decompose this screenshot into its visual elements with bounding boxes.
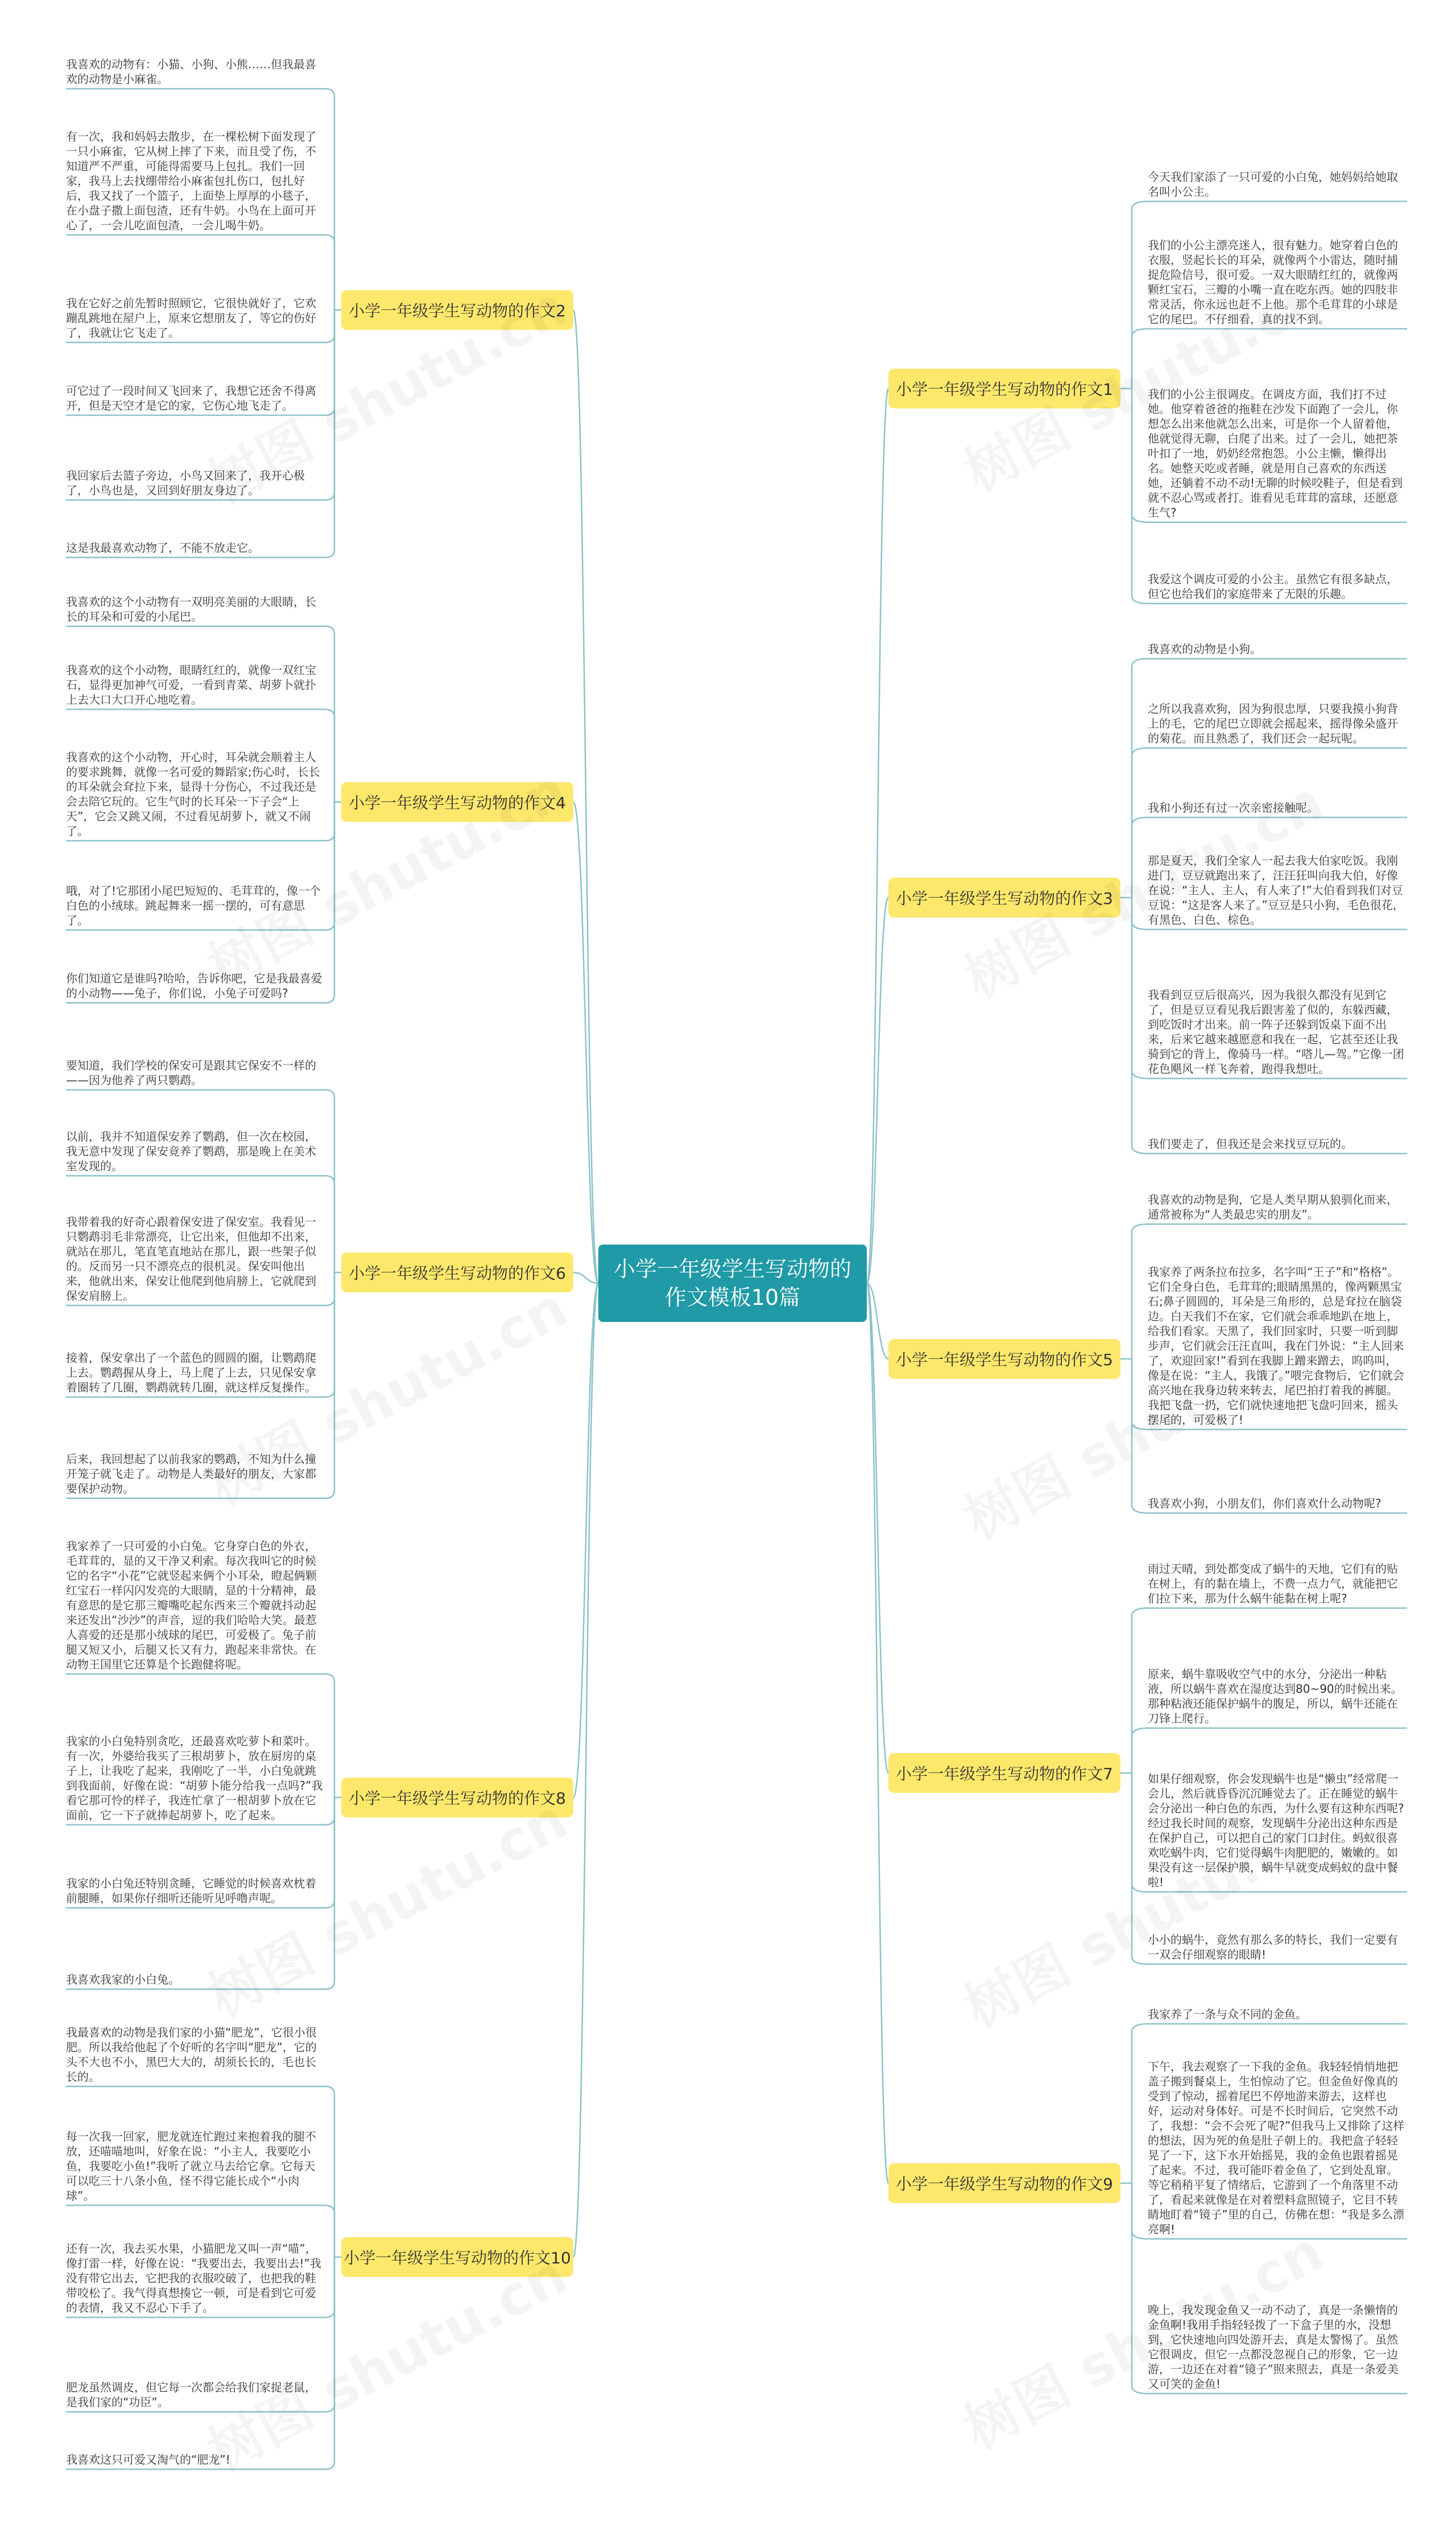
connector-line bbox=[1132, 898, 1148, 929]
connector-line bbox=[1132, 389, 1148, 604]
leaf-text: 要知道，我们学校的保安可是跟其它保安不一样的——因为他养了两只鹦鹉。 bbox=[66, 1059, 316, 1087]
branch-topic-7[interactable]: 小学一年级学生写动物的作文7 bbox=[888, 1753, 1120, 1793]
leaf-text: 我喜欢这只可爱又淘气的“肥龙”! bbox=[66, 2453, 230, 2466]
connector-line bbox=[325, 235, 334, 310]
connector-line bbox=[325, 802, 334, 930]
leaf-text: 我回家后去篮子旁边，小鸟又回来了，我开心极了，小鸟也是，又回到好朋友身边了。 bbox=[66, 469, 305, 497]
leaf-text: 之所以我喜欢狗，因为狗很忠厚，只要我摸小狗背上的毛，它的尾巴立即就会摇起来，摇得像朵盛开的菊花。而且熟悉了，我们还会一起玩呢。 bbox=[1148, 702, 1398, 745]
connector-line bbox=[325, 2257, 334, 2469]
leaf-text: 我在它好之前先暂时照顾它，它很快就好了，它欢蹦乱跳地在屋户上，原来它想朋友了，等它的伤好了，我就让它飞走了。 bbox=[66, 296, 316, 340]
connector-line bbox=[573, 310, 598, 1283]
connector-line bbox=[1132, 389, 1148, 522]
connector-line bbox=[1132, 1359, 1148, 1513]
leaf-text: 我看到豆豆后很高兴，因为我很久都没有见到它了，但是豆豆看见我后跟害羞了似的，东躲西藏，到吃饭时才出来。前一阵子还躲到饭桌下面不出来，后来它越来越愿意和我在一起，它甚至还让我骑到它的背上，像骑马一样。“嗒儿—驾。”它像一团花色飓风一样飞奔着，跑得我想吐。 bbox=[1148, 988, 1404, 1076]
connector-line bbox=[1132, 1608, 1148, 1773]
leaf-text: 我和小狗还有过一次亲密接触呢。 bbox=[1148, 801, 1318, 815]
leaf-text: 我家养了两条拉布拉多，名字叫“王子”和“格格”。它们全身白色，毛茸茸的;眼睛黑黑的，像两颗黑宝石;鼻子圆圆的，耳朵是三角形的，总是耷拉在脑袋边。白天我们不在家，它们就会乖乖地趴在地上，给我们看家。天黑了，我们回家时，只要一听到脚步声，它们就会汪汪直叫，我在门外说：“主人回来了，欢迎回家!”看到在我脚上蹭来蹭去，呜呜叫，像是在说：“主人，我饿了。”喂完食物后，它们就会高兴地在我身边转来转去，尾巴拍打着我的裤腿。我把飞盘一扔，它们就快速地把飞盘叼回来，摇头摆尾的，可爱极了! bbox=[1148, 1265, 1404, 1427]
leaf-text: 我喜欢我家的小白兔。 bbox=[66, 1973, 180, 1986]
branch-topic-9[interactable]: 小学一年级学生写动物的作文9 bbox=[888, 2163, 1120, 2203]
connector-line bbox=[1132, 1773, 1148, 1892]
leaf-text: 我爱这个调皮可爱的小公主。虽然它有很多缺点，但它也给我们的家庭带来了无限的乐趣。 bbox=[1148, 572, 1398, 601]
connector-line bbox=[325, 1797, 334, 1825]
connector-line bbox=[325, 310, 334, 342]
leaf-text: 接着，保安拿出了一个蓝色的圆圆的圈，让鹦鹉爬上去。鹦鹉握从身上，马上爬了上去，只见保安拿着圈转了几圈，鹦鹉就转几圈，就这样反复操作。 bbox=[66, 1351, 316, 1394]
connector-line bbox=[325, 310, 334, 557]
leaf-text: 每一次我一回家，肥龙就连忙跑过来抱着我的腿不放，还喵喵地叫，好象在说：“小主人，我要吃小鱼，我要吃小鱼!”我听了就立马去给它拿。它每天可以吃三十八条小鱼，怪不得它能长成个“小肉球”。 bbox=[66, 2130, 316, 2202]
connector-line bbox=[573, 802, 598, 1283]
leaf-text: 我喜欢的这个小动物，开心时，耳朵就会顺着主人的要求跳舞，就像一名可爱的舞蹈家;伤心时，长长的耳朵就会耷拉下来，显得十分伤心，不过我还是会去陪它玩的。它生气时的长耳朵一下子会“上天”，它会又跳又闹，不过看见胡萝卜，就又不闹了。 bbox=[66, 750, 320, 838]
leaf-text: 我喜欢的动物是狗，它是人类早期从狼驯化而来，通常被称为“人类最忠实的朋友”。 bbox=[1148, 1193, 1398, 1221]
leaf-text: 如果仔细观察，你会发现蜗牛也是“懒虫”经常爬一会儿，然后就昏昏沉沉睡觉去了。正在睡觉的蜗牛会分泌出一种白色的东西，为什么要有这种东西呢?经过我长时间的观察，发现蜗牛分泌出这种东西是在保护自己，可以把自己的家门口封住。蚂蚁很喜欢吃蜗牛肉，它们觉得蜗牛肉肥肥的，嫩嫩的。如果没有这一层保护膜，蜗牛早就变成蚂蚁的盘中餐啦! bbox=[1148, 1772, 1404, 1889]
connector-line bbox=[325, 1797, 334, 1989]
leaf-text: 我带着我的好奇心跟着保安进了保安室。我看见一只鹦鹉羽毛非常漂亮，让它出来，但他却不出来，就站在那儿，笔直笔直地站在那儿，跟一些架子似的。反而另一只不漂亮点的很机灵。保安叫他出来，他就出来，保安让他爬到他肩膀上，它就爬到保安肩膀上。 bbox=[66, 1215, 316, 1303]
leaf-text: 小小的蜗牛，竟然有那么多的特长，我们一定要有一双会仔细观察的眼睛! bbox=[1148, 1933, 1398, 1961]
connector-line bbox=[1132, 748, 1148, 898]
leaf-text: 后来，我回想起了以前我家的鹦鹉，不知为什么撞开笼子就飞走了。动物是人类最好的朋友，大家都要保护动物。 bbox=[66, 1452, 316, 1495]
branch-topic-5[interactable]: 小学一年级学生写动物的作文5 bbox=[888, 1339, 1120, 1379]
central-topic[interactable]: 小学一年级学生写动物的作文模板10篇 bbox=[598, 1245, 867, 1322]
connector-line bbox=[325, 310, 334, 415]
leaf-text: 有一次，我和妈妈去散步，在一棵松树下面发现了一只小麻雀，它从树上摔了下来，而且受了伤，不知道严不严重，可能得需要马上包扎。我们一回家，我马上去找绷带给小麻雀包扎伤口，包扎好后，我又找了一个篮子，上面垫上厚厚的小毯子，在小盘子撒上面包渣，还有牛奶。小鸟在上面可开心了，一会儿吃面包渣，一会儿喝牛奶。 bbox=[66, 130, 316, 232]
leaf-text: 这是我最喜欢动物了，不能不放走它。 bbox=[66, 541, 259, 555]
connector-line bbox=[325, 1272, 334, 1397]
connector-line bbox=[325, 802, 334, 1003]
leaf-text: 我家的小白兔特别贪吃，还最喜欢吃萝卜和菜叶。有一次，外婆给我买了三根胡萝卜，放在厨房的桌子上，让我吃了起来，我刚吃了一半，小白兔就跳到我面前，好像在说：“胡萝卜能分给我一点吗?”我看它那可怜的样子，我连忙拿了一根胡萝卜放在它面前，它一下子就捧起胡萝卜，吃了起来。 bbox=[66, 1734, 323, 1822]
connector-line bbox=[325, 2205, 334, 2257]
leaf-text: 可它过了一段时间又飞回来了，我想它还舍不得离开，但是天空才是它的家，它伤心地飞走了。 bbox=[66, 384, 316, 412]
connector-line bbox=[325, 2086, 334, 2257]
leaf-text: 还有一次，我去买水果，小猫肥龙又叫一声“喵”，像打雷一样，好像在说：“我要出去，我要出去!”我没有带它出去，它把我的衣服咬破了，也把我的鞋带咬松了。我气得真想揍它一顿，可是看到它可爱的表情，我又不忍心下手了。 bbox=[66, 2242, 321, 2315]
connector-line bbox=[325, 626, 334, 802]
connector-line bbox=[1132, 201, 1148, 389]
leaf-text: 哦，对了!它那团小尾巴短短的、毛茸茸的，像一个白色的小绒球。跳起舞来一摇一摆的，可有意思了。 bbox=[66, 884, 321, 927]
leaf-text: 以前，我并不知道保安养了鹦鹉，但一次在校园，我无意中发现了保安竟养了鹦鹉，那是晚上在美术室发现的。 bbox=[66, 1130, 316, 1173]
branch-topic-1[interactable]: 小学一年级学生写动物的作文1 bbox=[888, 369, 1120, 408]
leaf-text: 我喜欢的这个小动物有一双明亮美丽的大眼睛，长长的耳朵和可爱的小尾巴。 bbox=[66, 595, 316, 623]
connector-line bbox=[325, 709, 334, 802]
leaf-text: 我喜欢的动物有：小猫、小狗、小熊……但我最喜欢的动物是小麻雀。 bbox=[66, 57, 316, 86]
connector-line bbox=[325, 2257, 334, 2412]
branch-topic-4[interactable]: 小学一年级学生写动物的作文4 bbox=[341, 782, 573, 822]
leaf-text: 我喜欢小狗，小朋友们，你们喜欢什么动物呢? bbox=[1148, 1497, 1381, 1510]
connector-line bbox=[325, 89, 334, 310]
leaf-text: 晚上，我发现金鱼又一动不动了，真是一条懒惰的金鱼啊!我用手指轻轻拨了一下盒子里的水，没想到，它快速地向四处游开去，真是太警惕了。虽然它很调皮，但它一点都没忽视自己的形象，它一边游，一边还在对着“镜子”照来照去，真是一条爱美又可笑的金鱼! bbox=[1148, 2303, 1399, 2391]
connector-line bbox=[325, 1797, 334, 1908]
connector-line bbox=[325, 2257, 334, 2317]
connector-line bbox=[1132, 1728, 1148, 1773]
connector-line bbox=[1132, 898, 1148, 1154]
leaf-text: 我家养了一条与众不同的金鱼。 bbox=[1148, 2007, 1307, 2021]
leaf-text: 原来，蜗牛靠吸收空气中的水分，分泌出一种粘液，所以蜗牛喜欢在湿度达到80~90的时候出来。那种粘液还能保护蜗牛的腹足，所以，蜗牛还能在刀锋上爬行。 bbox=[1148, 1667, 1403, 1725]
branch-topic-2[interactable]: 小学一年级学生写动物的作文2 bbox=[341, 290, 573, 330]
connector-line bbox=[1132, 1224, 1148, 1359]
connector-line bbox=[867, 898, 888, 1283]
leaf-text: 我们的小公主漂亮迷人，很有魅力。她穿着白色的衣服，竖起长长的耳朵，就像两个小雷达，随时捕捉危险信号，很可爱。一双大眼睛红红的，就像两颗红宝石，三瓣的小嘴一直在吃东西。她的四肢非常灵活，你永远也赶不上他。那个毛茸茸的小球是它的尾巴。不仔细看，真的找不到。 bbox=[1148, 238, 1398, 326]
leaf-text: 你们知道它是谁吗?哈哈，告诉你吧，它是我最喜爱的小动物——兔子，你们说，小兔子可爱吗? bbox=[66, 972, 322, 1000]
connector-line bbox=[1132, 1359, 1148, 1429]
leaf-text: 我最喜欢的动物是我们家的小猫“肥龙”，它很小很肥。所以我给他起了个好听的名字叫“肥龙”，它的头不大也不小，黑巴大大的，胡须长长的，毛也长长的。 bbox=[66, 2026, 317, 2084]
connector-line bbox=[325, 1674, 334, 1797]
connector-line bbox=[1132, 329, 1148, 389]
leaf-text: 我喜欢的这个小动物，眼睛红红的，就像一双红宝石，显得更加神气可爱，一看到青菜、胡萝卜就扑上去大口大口开心地吃着。 bbox=[66, 663, 316, 706]
connector-line bbox=[1132, 898, 1148, 1078]
connector-line bbox=[867, 1283, 888, 2183]
connector-line bbox=[1132, 2183, 1148, 2394]
leaf-text: 我们的小公主很调皮。在调皮方面，我们打不过她。他穿着爸爸的拖鞋在沙发下面跑了一会儿，你想怎么出来他就怎么出来，可是你一个人留着他，他就觉得无聊，白爬了出来。过了一会儿，她把茶叶扣了一地，奶奶经常抱怨。小公主懒，懒得出名。她整天吃或者睡，就是用自己喜欢的东西送她，还躺着不动不动!无聊的时候咬鞋子，但是看到就不忍心骂或者打。谁看见毛茸茸的富球，还愿意生气? bbox=[1148, 387, 1403, 519]
branch-topic-3[interactable]: 小学一年级学生写动物的作文3 bbox=[888, 878, 1120, 918]
leaf-text: 下午，我去观察了一下我的金鱼。我轻轻悄悄地把盖子搬到餐桌上，生怕惊动了它。但金鱼好像真的受到了惊动，摇着尾巴不停地游来游去，这样也好，运动对身体好。可是不长时间后，它突然不动了，我想：“会不会死了呢?”但我马上又排除了这样的想法，因为死的鱼是肚子朝上的。我把盒子轻轻晃了一下，这下水开始摇晃，我的金鱼也跟着摇晃了起来。不过，我可能吓着金鱼了，它到处乱窜。等它稍稍平复了情绪后，它游到了一个角落里不动了，看起来就像是在对着塑料盒照镜子，它目不转睛地盯着“镜子”里的自己，仿佛在想：“我是多么漂亮啊! bbox=[1148, 2060, 1405, 2236]
leaf-text: 我喜欢的动物是小狗。 bbox=[1148, 642, 1261, 656]
leaf-text: 雨过天晴，到处都变成了蜗牛的天地，它们有的贴在树上，有的黏在墙上，不费一点力气，就能把它们拉下来，那为什么蜗牛能黏在树上呢? bbox=[1148, 1562, 1398, 1605]
connector-line bbox=[325, 1272, 334, 1498]
connector-line bbox=[1132, 2024, 1148, 2183]
leaf-text: 肥龙虽然调皮，但它每一次都会给我们家捉老鼠，是我们家的“功臣”。 bbox=[66, 2381, 316, 2409]
connector-line bbox=[325, 1176, 334, 1272]
connector-line bbox=[1132, 659, 1148, 898]
leaf-text: 今天我们家添了一只可爱的小白兔，她妈妈给她取名叫小公主。 bbox=[1148, 170, 1398, 199]
leaf-text: 那是夏天，我们全家人一起去我大伯家吃饭。我刚进门，豆豆就跑出来了，汪汪狂叫向我大伯，好像在说：“主人、主人，有人来了!”大伯看到我们对豆豆说：“这是客人来了。”豆豆是只小狗，毛色很花，有黑色、白色、棕色。 bbox=[1148, 854, 1404, 927]
connector-line bbox=[1132, 2183, 1148, 2239]
connector-line bbox=[325, 1272, 334, 1305]
leaf-text: 我们要走了，但我还是会来找豆豆玩的。 bbox=[1148, 1137, 1352, 1151]
connector-line bbox=[1132, 1773, 1148, 1964]
connector-line bbox=[325, 1090, 334, 1272]
branch-topic-6[interactable]: 小学一年级学生写动物的作文6 bbox=[341, 1253, 573, 1292]
branch-topic-8[interactable]: 小学一年级学生写动物的作文8 bbox=[341, 1778, 573, 1817]
leaf-text: 我家的小白兔还特别贪睡，它睡觉的时候喜欢枕着前腿睡，如果你仔细听还能听见呼噜声呢。 bbox=[66, 1877, 316, 1905]
connector-line bbox=[1132, 817, 1148, 898]
connector-line bbox=[573, 1272, 598, 1283]
branch-topic-10[interactable]: 小学一年级学生写动物的作文10 bbox=[341, 2237, 573, 2277]
connector-line bbox=[325, 802, 334, 841]
connector-line bbox=[867, 389, 888, 1283]
connector-line bbox=[573, 1283, 598, 2257]
leaf-text: 我家养了一只可爱的小白兔。它身穿白色的外衣，毛茸茸的，显的又干净又利索。每次我叫它的时候它的名字“小花”它就竖起来俩个小耳朵，瞪起俩颗红宝石一样闪闪发亮的大眼睛，显的十分精神，最有意思的是它那三瓣嘴吃起东西来三个瓣就抖动起来还发出“沙沙”的声音，逗的我们哈哈大笑。最惹人喜爱的还是那小绒球的尾巴，可爱极了。兔子前腿又短又小，后腿又长又有力，跑起来非常快。在动物王国里它还算是个长跑健将呢。 bbox=[66, 1539, 317, 1671]
